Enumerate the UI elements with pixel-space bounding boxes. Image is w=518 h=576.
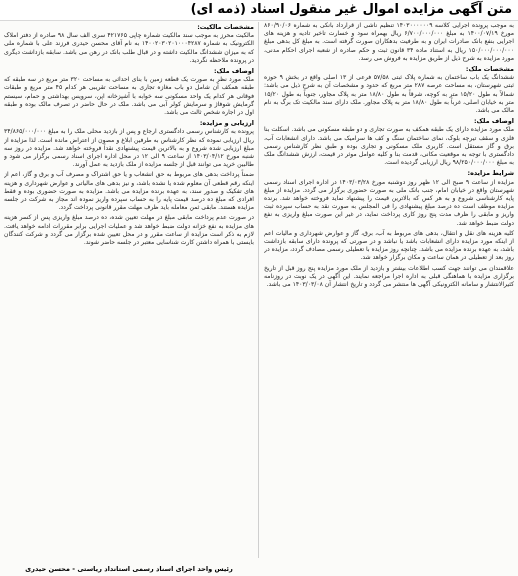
notice-paragraph: مزایده از ساعت ۹ صبح الی ۱۲ ظهر روز دوشنبه مورخ ۱۴۰۳/۰۳/۲۸ در اداره اجرای اسناد رسمی شهرستان واقع در خیابان امام، جنب بانک ملی به صورت حضوری برگزار می گردد. مزایده از مبلغ پایه کارشناسی شروع و به هر کس که بالاترین قیمت را پیشنهاد نماید فروخته خواهد شد. برنده مزایده موظف است ده درصد مبلغ پیشنهادی را فی المجلس به صورت نقد به حساب سپرده ثبت واریز و مابقی را ظرف مدت پنج روز کاری پرداخت نماید، در غیر این صورت مبلغ واریزی به نفع دولت ضبط خواهد شد.	[264, 178, 514, 227]
signature-line: رئیس واحد اجرای اسناد رسمی استانداد ریاستی - محسن حیدری	[25, 565, 233, 573]
notice-paragraph: کلیه هزینه های نقل و انتقال، بدهی های مربوط به آب، برق، گاز و عوارض شهرداری و مالیات اعم از اینکه مورد مزایده دارای انشعابات باشد یا نباشد و در صورتی که پرونده دارای سابقه بازداشت باشد، به عهده برنده مزایده می باشد. چنانچه روز مزایده با تعطیلی رسمی مصادف گردد، مزایده در روز بعد از تعطیلی در همان ساعت و مکان برگزار خواهد شد.	[264, 229, 514, 262]
notice-paragraph: ملک مورد مزایده دارای یک طبقه همکف به صورت تجاری و دو طبقه مسکونی می باشد. اسکلت بنا فلزی و سقف تیرچه بلوک، نمای ساختمان سنگ و کف ها سرامیک می باشد. دارای انشعابات آب، برق و گاز مستقل است. کاربری ملک مسکونی و تجاری بوده و طبق نظر کارشناس رسمی دادگستری با توجه به موقعیت مکانی، قدمت بنا و کلیه عوامل موثر در قیمت، ارزش ششدانگ ملک به مبلغ ۹۸/۲۵۰/۰۰۰/۰۰۰ ریال ارزیابی گردیده است.	[264, 126, 514, 167]
notice-paragraph: ملک مورد نظر به صورت یک قطعه زمین با بنای احداثی به مساحت ۳۲۰ متر مربع در سه طبقه که طبقه همکف آن شامل دو باب مغازه تجاری به مساحت تقریبی هر کدام ۴۵ متر مربع و طبقات فوقانی هر کدام یک واحد مسکونی سه خوابه با آشپزخانه اپن، سرویس بهداشتی و حمام، سیستم گرمایش شوفاژ و سرمایش کولر آبی می باشد. ملک در حال حاضر در تصرف مالک بوده و طبقه اول در اجاره شخص ثالث می باشد.	[4, 76, 254, 117]
notice-paragraph: در صورت عدم پرداخت مابقی مبلغ در مهلت تعیین شده، ده درصد مبلغ واریزی پس از کسر هزینه های مزایده به نفع خزانه دولت ضبط خواهد شد و عملیات اجرایی برابر مقررات ادامه خواهد یافت. لازم به ذکر است مزایده از ساعت مقرر و در محل تعیین شده برگزار می گردد و شرکت کنندگان بایستی با همراه داشتن کارت شناسایی معتبر در جلسه حاضر شوند.	[4, 214, 254, 247]
notice-paragraph: مالکیت محرز به موجب سند مالکیت شماره چاپی ۴۲۱۷۶۵ سری الف سال ۹۸ صادره از دفتر املاک الکترونیک به شماره ۱۴۰۰۲۰۳۰۲۰۱۰۰۰۴۲۸۷ به نام آقای محسن حیدری فرزند علی با شماره ملی که به میزان ششدانگ مالکیت داشته و در قبال طلب بانک در رهن می باشد. سابقه بازداشت دیگری در پرونده ملاحظه نگردید.	[4, 32, 254, 64]
section-heading: شرایط مزایده:	[467, 169, 514, 178]
section-heading: ارزیابی و مزایده:	[199, 119, 254, 128]
notice-paragraph: ضمناً پرداخت بدهی های مربوط به حق انشعاب و یا حق اشتراک و مصرف آب و برق و گاز، اعم از اینکه رقم قطعی آن معلوم شده یا نشده باشد، و نیز بدهی های مالیاتی و عوارض شهرداری و هزینه های تفکیک و صدور سند، به عهده برنده مزایده می باشد. مزایده به صورت حضوری بوده و فقط افرادی که مبلغ ده درصد قیمت پایه را به حساب سپرده واریز نموده اند مجاز به شرکت در جلسه مزایده هستند. مابقی ثمن معامله باید ظرف مهلت مقرر قانونی پرداخت گردد.	[4, 171, 254, 212]
notice-paragraph: پرونده به کارشناس رسمی دادگستری ارجاع و پس از بازدید محلی ملک را به مبلغ ۳۴/۸۶۵/۰۰۰/۰۰۰ ریال ارزیابی نموده که نظر کارشناس به طرفین ابلاغ و مصون از اعتراض مانده است. لذا مزایده از مبلغ ارزیابی شده شروع و به بالاترین قیمت پیشنهادی نقداً فروخته خواهد شد. مزایده در روز سه شنبه مورخ ۱۴۰۳/۰۴/۱۲ از ساعت ۹ الی ۱۲ در محل اداره اجرای اسناد رسمی برگزار می شود و طالبین خرید می توانند قبل از جلسه مزایده از ملک بازدید به عمل آورند.	[4, 128, 254, 169]
notice-paragraph: علاقمندان می توانند جهت کسب اطلاعات بیشتر و بازدید از ملک مورد مزایده پنج روز قبل از تاریخ برگزاری مزایده با هماهنگی قبلی به اداره اجرا مراجعه نمایند. این آگهی در یک نوبت در روزنامه کثیرالانتشار و سامانه الکترونیکی آگهی ها منتشر می گردد و تاریخ انتشار آن ۱۴۰۳/۰۳/۰۸ می باشد.	[264, 264, 514, 289]
notice-title: متن آگهی مزایده اموال غیر منقول اسناد (ذمه ای)	[190, 2, 512, 17]
column-divider	[258, 22, 259, 558]
section-heading: مشخصات ملک:	[465, 65, 514, 74]
title-bar	[0, 0, 518, 21]
section-heading: مشخصات مالکیت:	[197, 23, 254, 31]
notice-column-left	[4, 22, 254, 558]
section-heading: اوصاف ملک:	[473, 117, 514, 126]
notice-column-right	[264, 22, 514, 558]
section-heading: اوصاف ملک:	[213, 67, 254, 76]
notice-paragraph: ششدانگ یک باب ساختمان به شماره پلاک ثبتی ۵۷/۵۸ فرعی از ۱۳ اصلی واقع در بخش ۹ حوزه ثبتی شهرستان، به مساحت عرصه ۲۸۷ متر مربع که حدود و مشخصات آن به شرح ذیل می باشد: شمالاً به طول ۱۵/۲۰ متر به کوچه، شرقاً به طول ۱۸/۸۰ متر به پلاک مجاور، جنوباً به طول ۱۵/۲۰ متر به خیابان اصلی، غرباً به طول ۱۸/۸۰ متر به پلاک مجاور. ملک دارای سند مالکیت تک برگ به نام مالک می باشد.	[264, 74, 514, 115]
notice-paragraph: به موجب پرونده اجرایی کلاسه ۱۴۰۳۰۰۰۰۰۰۹ تنظیم ناشی از قرارداد بانکی به شماره ۸۶۰/۹۰/۰۶ مورخ ۱۴۰۰/۰۷/۱۹ به مبلغ ۶/۷۰۰/۰۰۰/۰۰۰ ریال بهمراه سود و خسارت تاخیر تادیه و هزینه های اجرایی بنفع بانک صادرات ایران و به طرفیت بدهکاران صورت گرفته است. به مبلغ کل بدهی مبلغ ۱۵۰/۰۰۰/۰۰۰/۰۰۰ ریال به استناد ماده ۳۴ قانون ثبت و حکم صادره از شعبه اجرای احکام مدنی، مورد مزایده به شرح ذیل از طریق مزایده به فروش می رسد.	[264, 22, 514, 62]
